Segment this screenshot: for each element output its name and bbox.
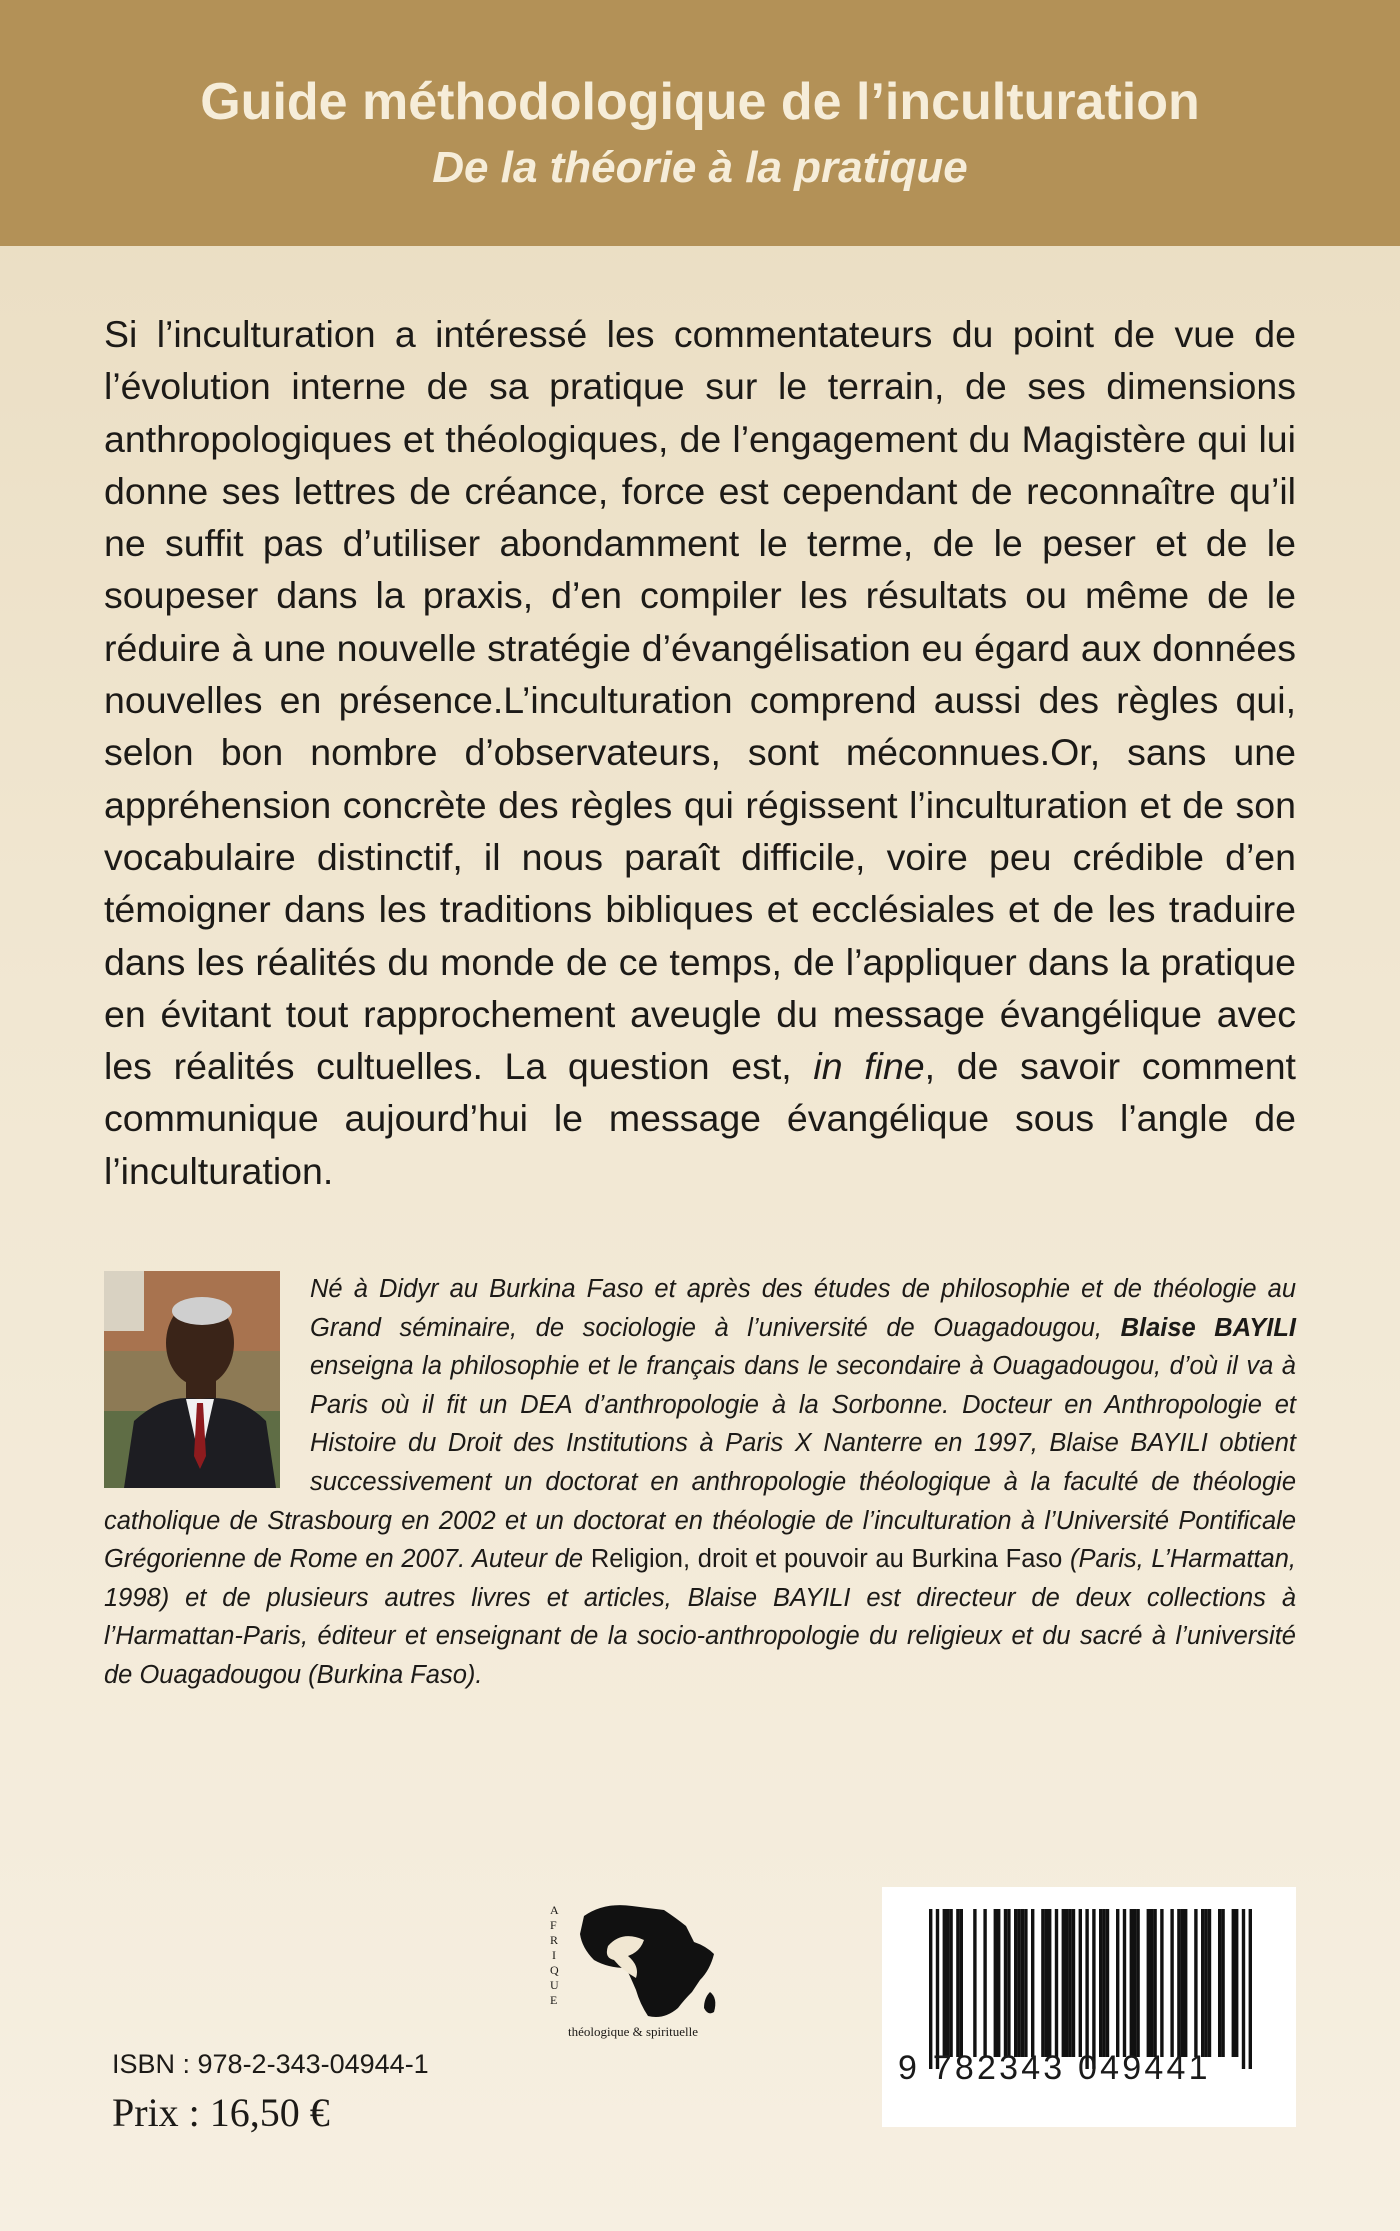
- barcode-bar: [1014, 1909, 1017, 2057]
- barcode-bar: [1249, 1909, 1252, 2069]
- barcode-bar: [1041, 1909, 1044, 2057]
- barcode-bar: [1116, 1909, 1119, 2057]
- logo-letter-2: F: [550, 1918, 557, 1932]
- book-title: Guide méthodologique de l’inculturation: [200, 73, 1200, 131]
- bio-text-part-1: Né à Didyr au Burkina Faso et après des études de philosophie et de théologie au Grand séminaire, de sociologie à l’université de Ouagadougou,: [310, 1275, 1296, 1342]
- barcode-bar: [1048, 1909, 1051, 2057]
- barcode-bar: [1147, 1909, 1150, 2057]
- madagascar-shape: [704, 1992, 715, 2013]
- price: Prix : 16,50 €: [112, 2090, 330, 2135]
- bio-book-title: Religion, droit et pouvoir au Burkina Faso: [590, 1545, 1063, 1574]
- barcode-bar: [1136, 1909, 1139, 2057]
- barcode-bar: [946, 1909, 949, 2057]
- description-text-part-2: , de savoir comment communique aujourd’hui le message évangélique sous l’angle de l’inculturation.: [104, 1045, 1296, 1192]
- book-subtitle: De la théorie à la pratique: [432, 143, 968, 192]
- bio-text-part-2: enseigna la philosophie et le français dans le secondaire à Ouagadougou, d’où il va à Paris où il fit un DEA d’anthropologie à la Sorbonne. Docteur en Anthropologie et Histoire du Droit des Institutions à Paris X Nanterre en 1997, Blaise BAYILI obtient successivement un doctorat en anthropologie théologique à la faculté de théologie catholique de Strasbourg en 2002 et un doctorat en théologie de l’inculturation à l’Université Pontificale Grégorienne de Rome en 2007. Auteur de: [104, 1352, 1296, 1574]
- logo-letter-5: Q: [550, 1963, 559, 1977]
- barcode-bar: [997, 1909, 1000, 2057]
- logo-caption: théologique & spirituelle: [568, 2024, 698, 2039]
- barcode: [882, 1887, 1296, 2127]
- barcode-bar: [1160, 1909, 1163, 2057]
- barcode-bar: [1055, 1909, 1058, 2057]
- barcode-bar: [1085, 1909, 1088, 2069]
- barcode-bar: [960, 1909, 963, 2057]
- isbn: ISBN : 978-2-343-04944-1: [112, 2049, 429, 2079]
- barcode-bar: [1062, 1909, 1065, 2057]
- logo-letter-6: U: [550, 1978, 559, 1992]
- barcode-bar: [1123, 1909, 1126, 2057]
- barcode-bar: [1208, 1909, 1211, 2057]
- logo-letter-4: I: [552, 1948, 556, 1962]
- barcode-bar: [1184, 1909, 1187, 2057]
- barcode-bar: [1004, 1909, 1007, 2057]
- barcode-bar: [1218, 1909, 1221, 2057]
- barcode-bar: [1133, 1909, 1136, 2057]
- description-emphasis: in fine: [813, 1045, 925, 1088]
- logo-letter-7: E: [550, 1993, 558, 2007]
- barcode-bar: [1068, 1909, 1071, 2057]
- africa-map-icon: [580, 1905, 714, 2017]
- bio-text-part-3: (Paris, L’Harmattan, 1998) et de plusieurs autres livres et articles, Blaise BAYILI est directeur de deux collections à l’Harmattan-Paris, éditeur et enseignant de la socio-anthropologie du religieux et du sacré à l’université de Ouagadougou (Burkina Faso).: [104, 1545, 1296, 1689]
- barcode-bar: [1099, 1909, 1102, 2057]
- barcode-bar: [943, 1909, 946, 2057]
- barcode-digits: 9 782343 049441: [898, 2049, 1211, 2087]
- barcode-bar: [1017, 1909, 1020, 2057]
- barcode-bar: [929, 1909, 932, 2069]
- barcode-bar: [1065, 1909, 1068, 2057]
- barcode-bar: [1153, 1909, 1156, 2057]
- barcode-bar: [973, 1909, 976, 2057]
- barcode-bar: [1235, 1909, 1238, 2057]
- barcode-bar: [1079, 1909, 1082, 2057]
- barcode-bar: [1221, 1909, 1224, 2057]
- barcode-bar: [1102, 1909, 1105, 2057]
- barcode-bar: [1072, 1909, 1075, 2057]
- barcode-bar: [1024, 1909, 1027, 2057]
- publisher-logo: [544, 1896, 754, 2046]
- back-cover-description: [104, 308, 1296, 1197]
- barcode-bar: [1232, 1909, 1235, 2057]
- barcode-bar: [1031, 1909, 1034, 2057]
- barcode-bar: [1170, 1909, 1173, 2057]
- barcode-bar: [1045, 1909, 1048, 2057]
- barcode-bar: [994, 1909, 997, 2057]
- barcode-bar: [956, 1909, 959, 2057]
- description-text-part-1: Si l’inculturation a intéressé les commentateurs du point de vue de l’évolution interne de sa pratique sur le terrain, de ses dimensions anthropologiques et théologiques, de l’engagement du Magistère qui lui donne ses lettres de créance, force est cependant de reconnaître qu’il ne suffit pas d’utiliser abondamment le terme, de le peser et de le soupeser dans la praxis, d’en compiler les résultats ou même de le réduire à une nouvelle stratégie d’évangélisation eu égard aux données nouvelles en présence.L’inculturation comprend aussi des règles qui, selon bon nombre d’observateurs, sont méconnues.Or, sans une appréhension concrète des règles qui régissent l’inculturation et de son vocabulaire distinctif, il nous paraît difficile, voire peu crédible d’en témoigner dans les traditions bibliques et ecclésiales et de les traduire dans les réalités du monde de ce temps, de l’appliquer dans la pratique en évitant tout rapprochement aveugle du message évangélique avec les réalités cultuelles. La question est,: [104, 313, 1296, 1088]
- barcode-bar: [1181, 1909, 1184, 2057]
- barcode-bar: [1130, 1909, 1133, 2057]
- barcode-bar: [1007, 1909, 1010, 2057]
- barcode-bar: [1201, 1909, 1204, 2057]
- barcode-bar: [1242, 1909, 1245, 2069]
- barcode-bar: [1204, 1909, 1207, 2057]
- barcode-bar: [949, 1909, 952, 2057]
- barcode-bar: [1177, 1909, 1180, 2057]
- barcode-bar: [1150, 1909, 1153, 2057]
- barcode-bar: [1021, 1909, 1024, 2057]
- author-name: Blaise BAYILI: [1120, 1313, 1296, 1342]
- logo-letter-1: A: [550, 1903, 559, 1917]
- barcode-bar: [1092, 1909, 1095, 2069]
- author-biography: [104, 1270, 1296, 1695]
- barcode-bar: [983, 1909, 986, 2057]
- barcode-bar: [1194, 1909, 1197, 2057]
- header-band: [0, 0, 1400, 246]
- logo-letter-3: R: [550, 1933, 559, 1947]
- barcode-bar: [1106, 1909, 1109, 2057]
- barcode-bar: [936, 1909, 939, 2069]
